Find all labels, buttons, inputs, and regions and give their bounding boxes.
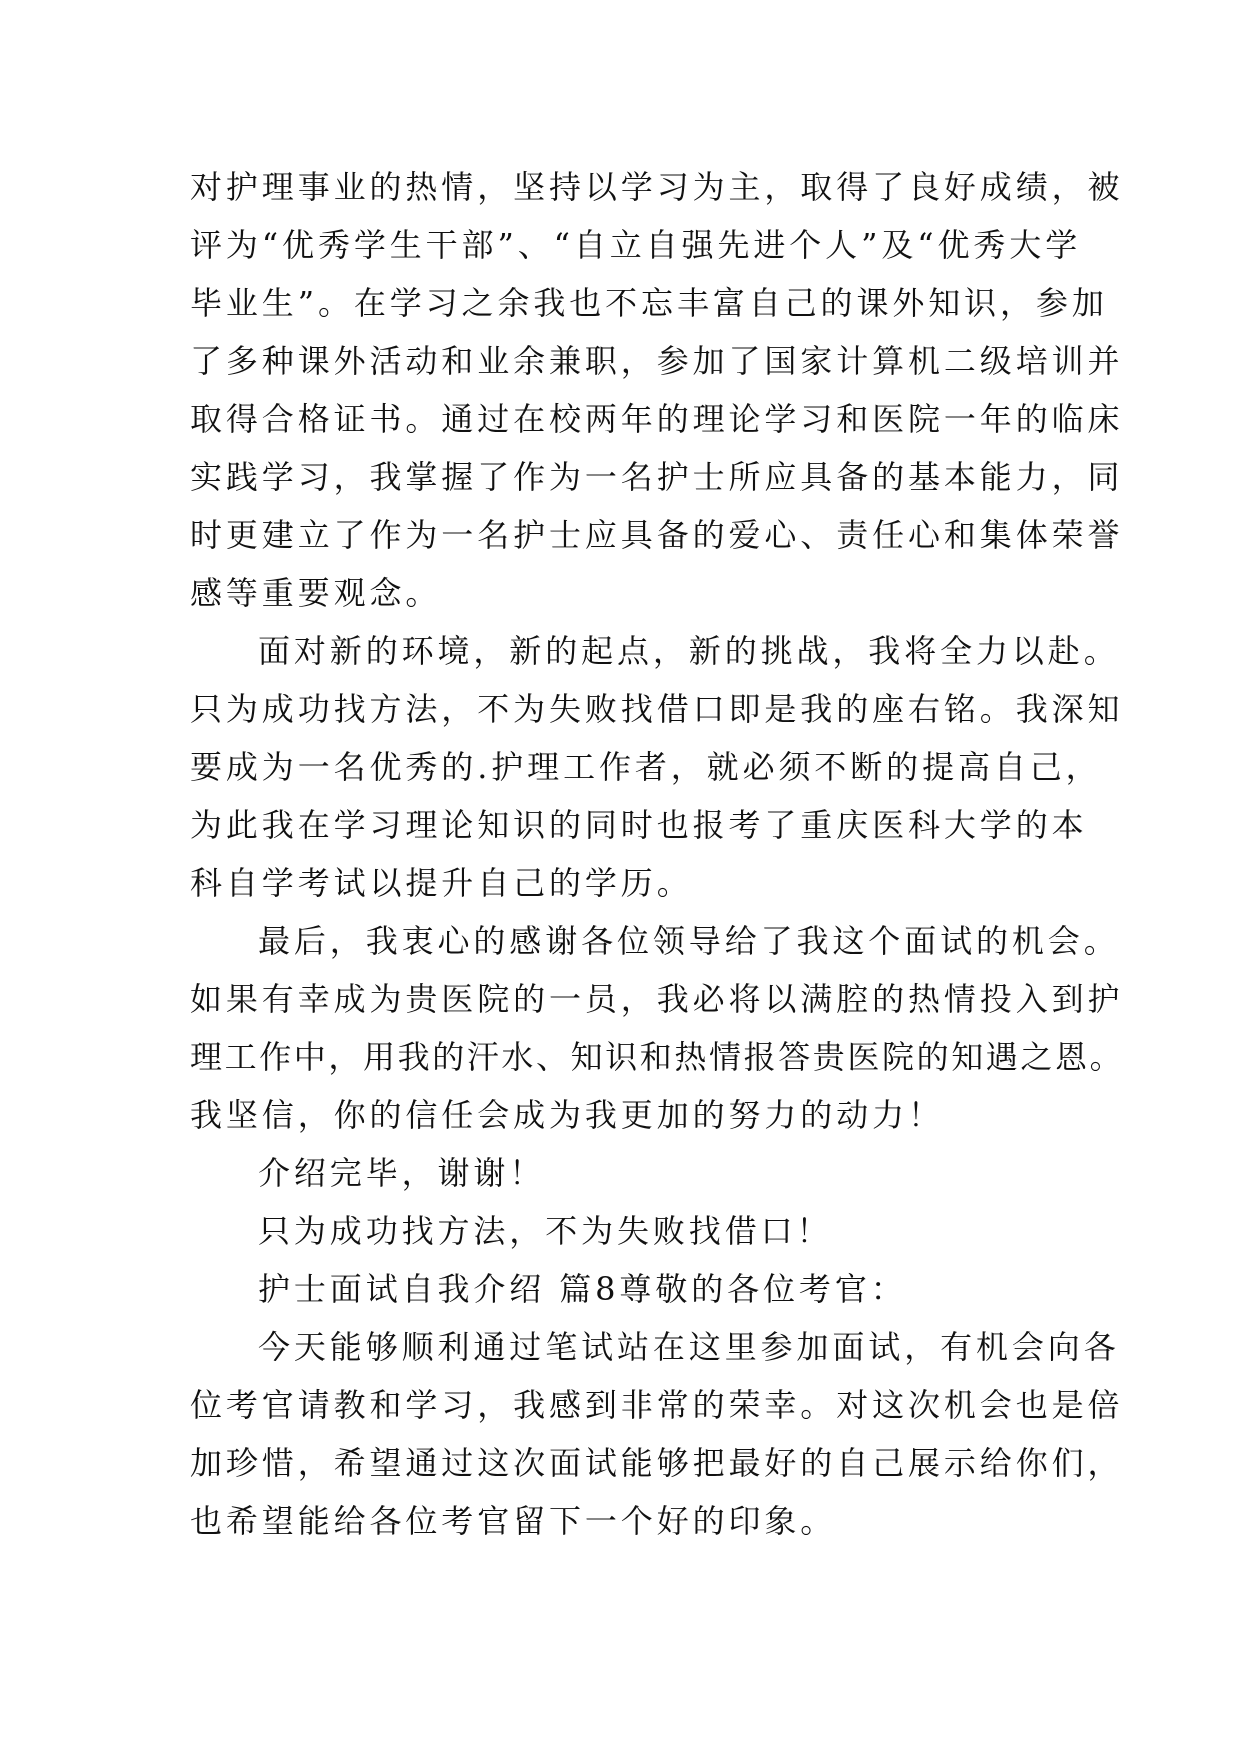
- paragraph-first-line: 今天能够顺利通过笔试站在这里参加面试，有机会向各: [258, 1328, 1120, 1366]
- document-body: [190, 158, 1125, 1550]
- paragraph-first-line: 最后，我衷心的感谢各位领导给了我这个面试的机会。: [258, 922, 1120, 960]
- body-line: 要成为一名优秀的.护理工作者，就必须不断的提高自己，: [190, 748, 1102, 786]
- body-line: 只为成功找方法，不为失败找借口即是我的座右铭。我深知: [190, 690, 1124, 728]
- body-line: 我坚信，你的信任会成为我更加的努力的动力！: [190, 1096, 944, 1134]
- paragraph-first-line: 只为成功找方法，不为失败找借口！: [258, 1212, 833, 1250]
- body-line: 取得合格证书。通过在校两年的理论学习和医院一年的临床: [190, 400, 1124, 438]
- body-line: 理工作中，用我的汗水、知识和热情报答贵医院的知遇之恩。: [190, 1038, 1125, 1076]
- body-line: 如果有幸成为贵医院的一员，我必将以满腔的热情投入到护: [190, 980, 1124, 1018]
- body-line: 了多种课外活动和业余兼职，参加了国家计算机二级培训并: [190, 342, 1124, 380]
- body-line: 也希望能给各位考官留下一个好的印象。: [190, 1502, 837, 1540]
- body-line: 实践学习，我掌握了作为一名护士所应具备的基本能力，同: [190, 458, 1124, 496]
- body-line: 感等重要观念。: [190, 574, 442, 612]
- section-heading: 护士面试自我介绍 篇8尊敬的各位考官：: [258, 1270, 907, 1308]
- body-line: 评为“优秀学生干部”、“自立自强先进个人”及“优秀大学: [190, 226, 1082, 264]
- body-line: 时更建立了作为一名护士应具备的爱心、责任心和集体荣誉: [190, 516, 1124, 554]
- paragraph-first-line: 面对新的环境，新的起点，新的挑战，我将全力以赴。: [258, 632, 1120, 670]
- body-line: 加珍惜，希望通过这次面试能够把最好的自己展示给你们，: [190, 1444, 1124, 1482]
- body-line: 科自学考试以提升自己的学历。: [190, 864, 693, 902]
- paragraph-first-line: 介绍完毕，谢谢！: [258, 1154, 546, 1192]
- body-line: 为此我在学习理论知识的同时也报考了重庆医科大学的本: [190, 806, 1088, 844]
- body-line: 毕业生”。在学习之余我也不忘丰富自己的课外知识，参加: [190, 284, 1108, 322]
- body-line: 位考官请教和学习，我感到非常的荣幸。对这次机会也是倍: [190, 1386, 1124, 1424]
- body-line: 对护理事业的热情，坚持以学习为主，取得了良好成绩，被: [190, 168, 1124, 206]
